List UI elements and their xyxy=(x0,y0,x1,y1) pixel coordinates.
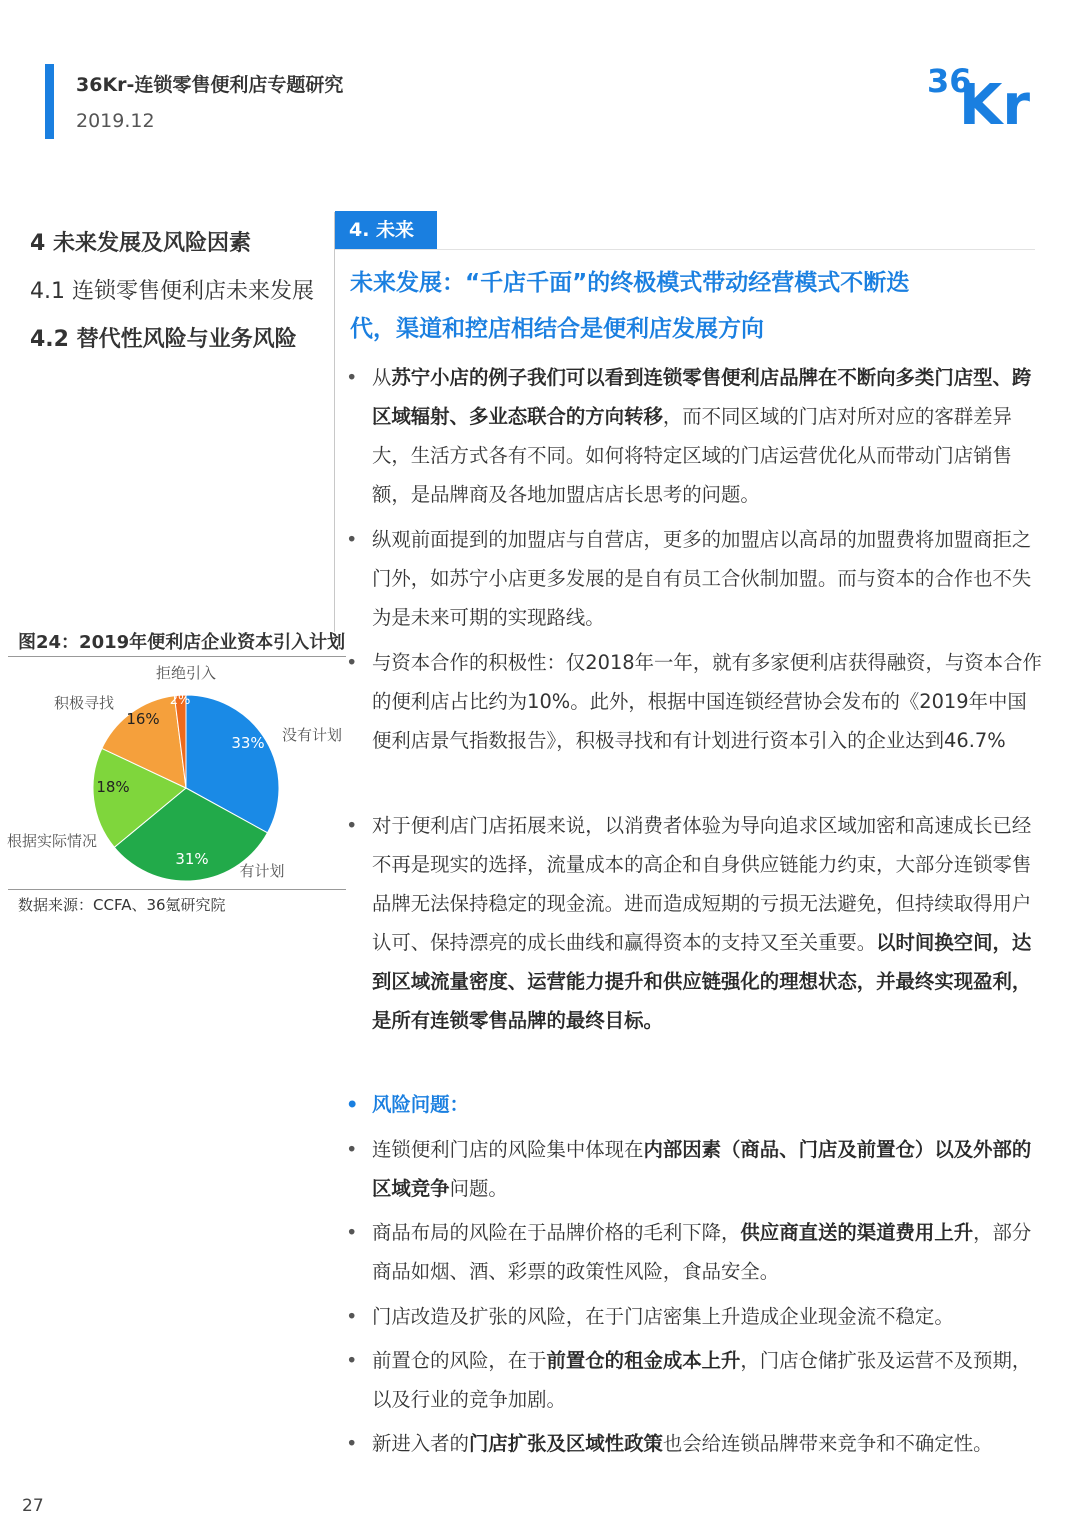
pie-slice-name-label: 拒绝引入 xyxy=(155,664,217,682)
toc-item-business-risk[interactable]: 4.2 替代性风险与业务风险 xyxy=(30,327,297,352)
text-segment: 对于便利店门店拓展来说，以消费者体验为导向追求区域加密和高速成长已经不再是现实的选择，流量成本的高企和自身供应链能力约束，大部分连锁零售品牌无法保持稳定的现金流。进而造成短期的亏损无法避免，但持续取得用户认可、保持漂亮的成长曲线和赢得资本的支持又至关重要。 xyxy=(372,814,1032,954)
toc-divider xyxy=(334,212,335,632)
header-accent-bar xyxy=(45,64,54,139)
pie-slice-name-label: 积极寻找 xyxy=(53,694,115,712)
risk-bullet-text xyxy=(372,1221,1031,1283)
risk-bullet: • 商品布局的风险在于品牌价格的毛利下降，供应商直送的渠道费用上升，部分商品如烟、酒、彩票的政策性风险，食品安全。 xyxy=(346,1221,1032,1283)
text-segment: 新进入者的 xyxy=(372,1432,469,1455)
bullet-text xyxy=(372,814,1031,1032)
text-segment: ，而不同区域的门店对所对应的客群差异大，生活方式各有不同。如何将特定区域的门店运营优化从而带动门店销售额，是品牌商及各地加盟店店长思考的问题。 xyxy=(372,405,1012,506)
text-segment: 连锁便利门店的风险集中体现在 xyxy=(372,1138,644,1161)
pie-slice-name-label: 有计划 xyxy=(239,862,285,880)
risk-bullet: • 前置仓的风险，在于前置仓的租金成本上升，门店仓储扩张及运营不及预期，以及行业的竞争加剧。 xyxy=(346,1349,1032,1411)
risk-bullet-text xyxy=(372,1305,954,1328)
risk-bullet-text xyxy=(372,1432,993,1455)
risk-bullet: • 门店改造及扩张的风险，在于门店密集上升造成企业现金流不稳定。 xyxy=(346,1305,954,1328)
bullet-paragraph: • 纵观前面提到的加盟店与自营店，更多的加盟店以高昂的加盟费将加盟商拒之门外，如苏宁小店更多发展的是自有员工合伙制加盟。而与资本的合作也不失为是未来可期的实现路线。 xyxy=(346,528,1032,629)
text-segment: 从 xyxy=(372,366,392,389)
page-number: 27 xyxy=(22,1496,44,1516)
risk-heading: • 风险问题： xyxy=(346,1093,469,1116)
bullet-text xyxy=(372,651,1042,752)
text-segment: 也会给连锁品牌带来竞争和不确定性。 xyxy=(662,1432,993,1455)
section-tab: 4. 未来 xyxy=(335,211,437,249)
risk-bullet-text xyxy=(372,1349,1031,1411)
figure-title: 图24：2019年便利店企业资本引入计划 xyxy=(18,632,346,653)
text-segment: 与资本合作的积极性：仅2018年一年，就有多家便利店获得融资，与资本合作的便利店占比约为10%。此外，根据中国连锁经营协会发布的《2019年中国便利店景气指数报告》，积极寻找和有计划进行资本引入的企业达到46.7% xyxy=(372,651,1042,752)
logo-36: 36 xyxy=(927,62,972,100)
figure-bottom-rule xyxy=(8,889,346,890)
logo-kr: Kr xyxy=(959,73,1031,128)
report-date: 2019.12 xyxy=(76,110,155,132)
bullet-text xyxy=(372,528,1031,629)
bold-segment: 供应商直送的渠道费用上升 xyxy=(740,1221,974,1244)
text-segment: 问题。 xyxy=(449,1177,508,1200)
section-underline xyxy=(335,249,1035,250)
toc-item-future-risk[interactable]: 4 未来发展及风险因素 xyxy=(30,231,251,256)
bullet-paragraph: • 与资本合作的积极性：仅2018年一年，就有多家便利店获得融资，与资本合作的便利店占比约为10%。此外，根据中国连锁经营协会发布的《2019年中国便利店景气指数报告》，积极寻找和有计划进行资本引入的企业达到46.7% xyxy=(346,651,1042,752)
pie-slice-percent-label: 18% xyxy=(96,778,130,796)
36kr-logo xyxy=(925,58,1040,128)
pie-slice-name-label: 根据实际情况 xyxy=(6,832,98,850)
bullet-text xyxy=(372,366,1031,506)
bold-segment: 内部因素（商品、门店及前置仓）以及外部的区域竞争 xyxy=(372,1138,1032,1200)
risk-bullet: • 连锁便利门店的风险集中体现在内部因素（商品、门店及前置仓）以及外部的区域竞争问题。 xyxy=(346,1138,1032,1200)
figure-top-rule xyxy=(8,656,346,657)
pie-slice-percent-label: 31% xyxy=(175,850,209,868)
figure-source: 数据来源：CCFA、36氪研究院 xyxy=(18,896,226,914)
bold-segment: 门店扩张及区域性政策 xyxy=(468,1432,663,1455)
text-segment: 门店改造及扩张的风险，在于门店密集上升造成企业现金流不稳定。 xyxy=(372,1305,954,1328)
bold-segment: 前置仓的租金成本上升 xyxy=(546,1349,741,1372)
pie-slice-percent-label: 16% xyxy=(126,710,160,728)
bold-segment: 以时间换空间，达到区域流量密度、运营能力提升和供应链强化的理想状态，并最终实现盈利，是所有连锁零售品牌的最终目标。 xyxy=(372,931,1032,1032)
text-segment: 商品布局的风险在于品牌价格的毛利下降， xyxy=(372,1221,741,1244)
headline-line-2: 代，渠道和控店相结合是便利店发展方向 xyxy=(350,316,764,342)
text-segment: 前置仓的风险，在于 xyxy=(372,1349,547,1372)
text-segment: ，门店仓储扩张及运营不及预期，以及行业的竞争加剧。 xyxy=(372,1349,1032,1411)
bold-segment: 苏宁小店的例子我们可以看到连锁零售便利店品牌在不断向多类门店型、跨区域辐射、多业态联合的方向转移 xyxy=(372,366,1032,428)
text-segment: ，部分商品如烟、酒、彩票的政策性风险，食品安全。 xyxy=(372,1221,1032,1283)
pie-slice-percent-label: 33% xyxy=(231,734,265,752)
bullet-paragraph: • 从苏宁小店的例子我们可以看到连锁零售便利店品牌在不断向多类门店型、跨区域辐射、多业态联合的方向转移，而不同区域的门店对所对应的客群差异大，生活方式各有不同。如何将特定区域的门店运营优化从而带动门店销售额，是品牌商及各地加盟店店长思考的问题。 xyxy=(346,366,1032,506)
pie-slice-percent-label: 2% xyxy=(169,693,191,708)
pie-chart xyxy=(0,660,350,888)
text-segment: 纵观前面提到的加盟店与自营店，更多的加盟店以高昂的加盟费将加盟商拒之门外，如苏宁小店更多发展的是自有员工合伙制加盟。而与资本的合作也不失为是未来可期的实现路线。 xyxy=(372,528,1032,629)
bullet-paragraph: • 对于便利店门店拓展来说，以消费者体验为导向追求区域加密和高速成长已经不再是现实的选择，流量成本的高企和自身供应链能力约束，大部分连锁零售品牌无法保持稳定的现金流。进而造成短期的亏损无法避免，但持续取得用户认可、保持漂亮的成长曲线和赢得资本的支持又至关重要。以时间换空间，达到区域流量密度、运营能力提升和供应链强化的理想状态，并最终实现盈利，是所有连锁零售品牌的最终目标。 xyxy=(346,814,1032,1032)
toc-item-future-development[interactable]: 4.1 连锁零售便利店未来发展 xyxy=(30,279,314,304)
risk-bullet-text xyxy=(372,1138,1031,1200)
risk-heading-text: 风险问题： xyxy=(372,1093,469,1116)
headline-line-1: 未来发展：“千店千面”的终极模式带动经营模式不断迭 xyxy=(350,270,910,296)
pie-slice-name-label: 没有计划 xyxy=(281,726,343,744)
risk-bullet: • 新进入者的门店扩张及区域性政策也会给连锁品牌带来竞争和不确定性。 xyxy=(346,1432,993,1455)
report-title: 36Kr-连锁零售便利店专题研究 xyxy=(76,74,344,96)
